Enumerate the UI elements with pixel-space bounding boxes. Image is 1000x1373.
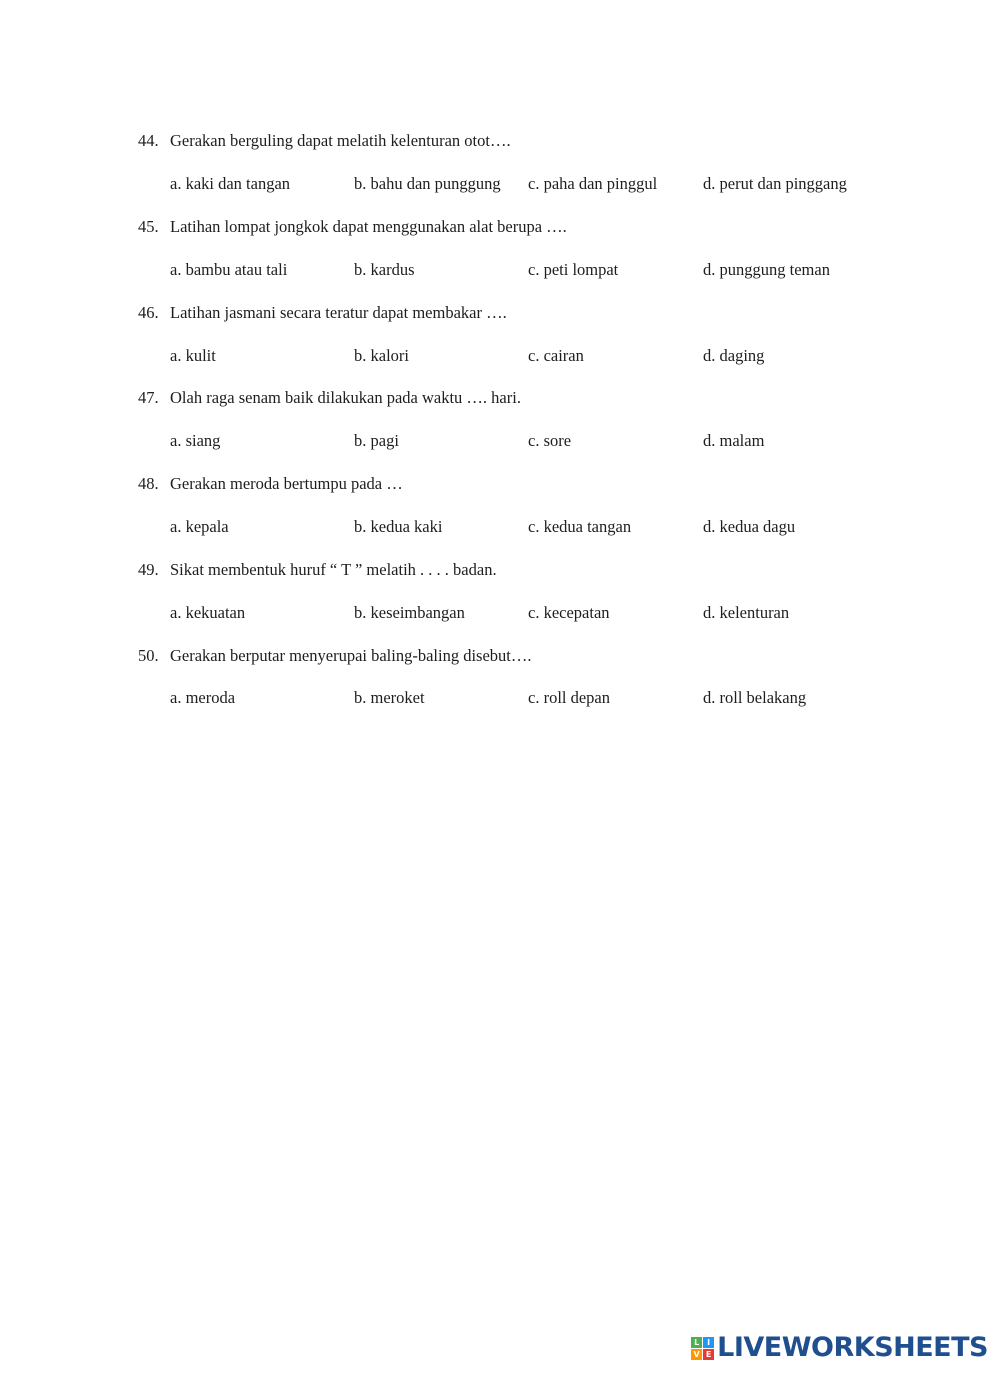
question-number: 44. [138,131,159,150]
question-text: Sikat membentuk huruf “ T ” melatih . . . . badan. [170,560,497,579]
option-d[interactable]: d. daging [703,346,765,365]
option-b[interactable]: b. pagi [354,431,399,450]
question-50 [138,645,898,731]
option-a[interactable]: a. kekuatan [170,603,246,622]
question-text: Gerakan berguling dapat melatih kelenturan otot…. [170,131,511,150]
question-number: 49. [138,560,159,579]
option-c[interactable]: c. peti lompat [528,260,619,279]
question-text: Latihan jasmani secara teratur dapat membakar …. [170,303,507,322]
option-c[interactable]: c. roll depan [528,688,611,707]
question-text-line [138,473,403,495]
option-c[interactable]: c. kecepatan [528,603,610,622]
question-44 [138,130,898,216]
logo-mark-letter: V [691,1349,702,1360]
question-45 [138,216,898,302]
question-text: Gerakan berputar menyerupai baling-baling disebut…. [170,646,532,665]
option-a[interactable]: a. bambu atau tali [170,260,288,279]
question-text-line [138,559,497,581]
question-text-line [138,387,521,409]
option-c[interactable]: c. paha dan pinggul [528,174,658,193]
option-c[interactable]: c. kedua tangan [528,517,632,536]
question-text: Latihan lompat jongkok dapat menggunakan alat berupa …. [170,217,567,236]
question-text-line [138,645,532,667]
option-b[interactable]: b. kalori [354,346,409,365]
logo-mark-letter: I [703,1337,714,1348]
option-a[interactable]: a. siang [170,431,221,450]
option-b[interactable]: b. kardus [354,260,415,279]
liveworksheets-logo [691,1333,988,1363]
option-d[interactable]: d. roll belakang [703,688,807,707]
option-d[interactable]: d. kelenturan [703,603,790,622]
question-47 [138,387,898,473]
question-49 [138,559,898,645]
option-b[interactable]: b. kedua kaki [354,517,443,536]
question-text-line [138,302,507,324]
option-a[interactable]: a. kulit [170,346,216,365]
option-d[interactable]: d. malam [703,431,765,450]
question-number: 48. [138,474,159,493]
option-d[interactable]: d. perut dan pinggang [703,174,847,193]
option-a[interactable]: a. kepala [170,517,229,536]
question-48 [138,473,898,559]
option-b[interactable]: b. meroket [354,688,425,707]
option-b[interactable]: b. keseimbangan [354,603,465,622]
option-d[interactable]: d. punggung teman [703,260,830,279]
question-text: Gerakan meroda bertumpu pada … [170,474,403,493]
logo-mark-letter: L [691,1337,702,1348]
liveworksheets-logo-icon [691,1337,714,1360]
option-c[interactable]: c. cairan [528,346,584,365]
question-text-line [138,216,567,238]
option-d[interactable]: d. kedua dagu [703,517,796,536]
logo-mark-letter: E [703,1349,714,1360]
question-number: 46. [138,303,159,322]
question-46 [138,302,898,388]
question-number: 47. [138,388,159,407]
option-a[interactable]: a. meroda [170,688,236,707]
option-c[interactable]: c. sore [528,431,572,450]
question-text-line [138,130,511,152]
option-a[interactable]: a. kaki dan tangan [170,174,291,193]
question-number: 50. [138,646,159,665]
logo-text: LIVEWORKSHEETS [717,1332,988,1363]
question-text: Olah raga senam baik dilakukan pada waktu …. hari. [170,388,521,407]
option-b[interactable]: b. bahu dan punggung [354,174,501,193]
question-number: 45. [138,217,159,236]
